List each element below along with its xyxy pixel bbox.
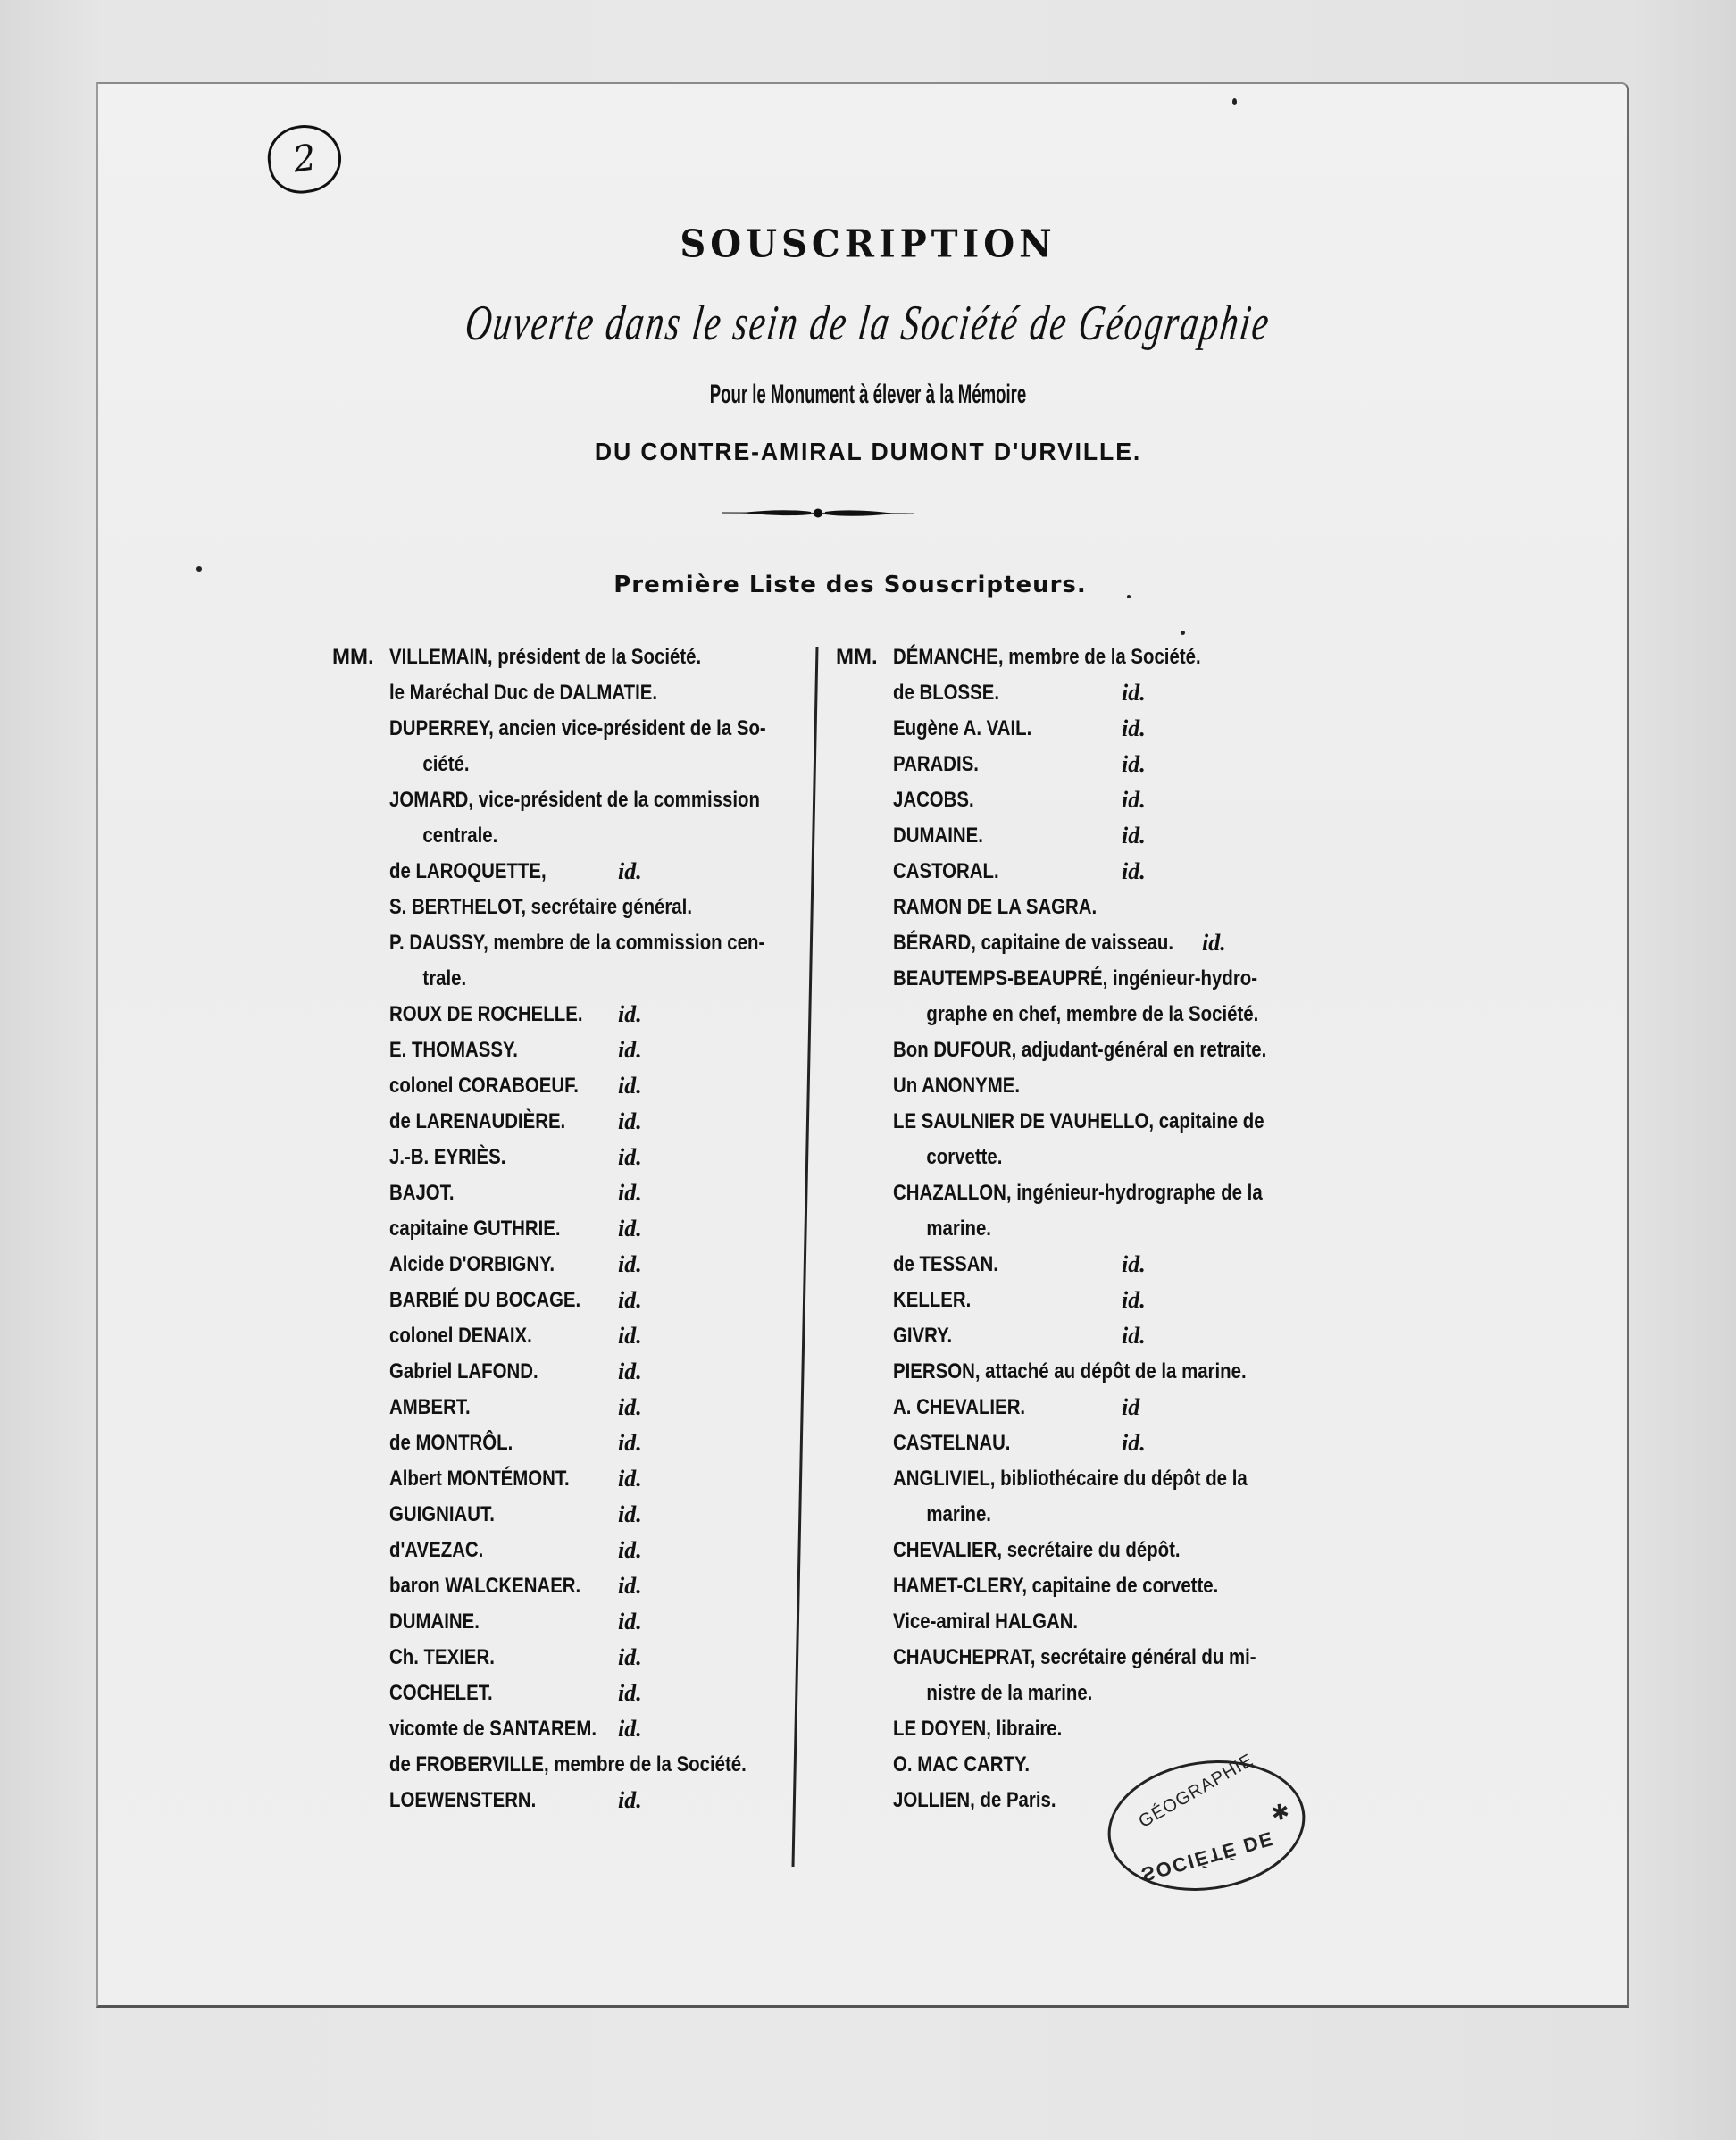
- list-item: [332, 1497, 814, 1533]
- subscriber-name: PIERSON, attaché au dépôt de la marine.: [893, 1359, 1247, 1383]
- speck: [1232, 98, 1237, 105]
- list-item: [836, 1175, 1318, 1211]
- subscriber-name: BARBIÉ DU BOCAGE.: [389, 1288, 581, 1312]
- list-item: [332, 711, 814, 747]
- speck: [196, 566, 202, 572]
- list-item: [332, 1247, 814, 1283]
- subscriber-name: DUMAINE.: [389, 1609, 480, 1634]
- list-item: [836, 1032, 1318, 1068]
- subscriber-name: trale.: [422, 966, 467, 991]
- idem-mark: id.: [618, 1466, 642, 1492]
- list-item: [332, 1104, 814, 1140]
- subscriber-name: KELLER.: [893, 1288, 972, 1312]
- subscriber-name: LE DOYEN, libraire.: [893, 1717, 1063, 1741]
- list-item: [332, 1783, 814, 1818]
- subscriber-name: ROUX DE ROCHELLE.: [389, 1002, 583, 1026]
- subscriber-name: baron WALCKENAER.: [389, 1574, 581, 1598]
- idem-mark: id.: [618, 1287, 642, 1313]
- list-item: [836, 890, 1318, 925]
- subscriber-name: Eugène A. VAIL.: [893, 716, 1032, 740]
- list-item: [836, 1676, 1318, 1711]
- idem-mark: id.: [618, 1216, 642, 1241]
- idem-mark: id.: [618, 1001, 642, 1027]
- list-item: [836, 675, 1318, 711]
- idem-mark: id.: [618, 1144, 642, 1170]
- subscriber-name: AMBERT.: [389, 1395, 471, 1419]
- subscriber-name: marine.: [926, 1502, 991, 1526]
- subscriber-name: HAMET-CLERY, capitaine de corvette.: [893, 1574, 1219, 1598]
- idem-mark: id.: [618, 1644, 642, 1670]
- list-item: [332, 854, 814, 890]
- list-item: [332, 1283, 814, 1318]
- document-title: SOUSCRIPTION: [680, 222, 1056, 267]
- list-item: [836, 1604, 1318, 1640]
- subscriber-name: de LARENAUDIÈRE.: [389, 1109, 566, 1133]
- list-item: [836, 1283, 1318, 1318]
- idem-mark: id.: [618, 1394, 642, 1420]
- subscriber-name: Ch. TEXIER.: [389, 1645, 495, 1669]
- subscriber-name: DUMAINE.: [893, 823, 983, 848]
- subscriber-name: DUPERREY, ancien vice-président de la So-: [389, 716, 766, 740]
- subtitle-caps: DU CONTRE-AMIRAL DUMONT D'URVILLE.: [594, 438, 1142, 465]
- idem-mark: id.: [618, 1073, 642, 1099]
- subscriber-name: de BLOSSE.: [893, 681, 1000, 705]
- list-item: [836, 1247, 1318, 1283]
- list-item: [332, 1390, 814, 1425]
- list-item: [332, 1533, 814, 1568]
- list-item: [332, 1747, 814, 1783]
- subscriber-name: nistre de la marine.: [926, 1681, 1093, 1705]
- list-item: [836, 1211, 1318, 1247]
- idem-mark: id.: [1122, 715, 1146, 741]
- idem-mark: id.: [618, 1037, 642, 1063]
- subscriber-name: colonel DENAIX.: [389, 1324, 532, 1348]
- subscriber-name: CHEVALIER, secrétaire du dépôt.: [893, 1538, 1181, 1562]
- stamp-top-text: GÉOGRAPHIE: [1135, 1750, 1257, 1832]
- list-item: [836, 1461, 1318, 1497]
- subscriber-name: O. MAC CARTY.: [893, 1752, 1030, 1776]
- list-item: [332, 675, 814, 711]
- idem-mark: id.: [618, 1323, 642, 1349]
- subscriber-name: S. BERTHELOT, secrétaire général.: [389, 895, 692, 919]
- idem-mark: id.: [618, 1180, 642, 1206]
- subscriber-name: JACOBS.: [893, 788, 974, 812]
- list-item: [332, 925, 814, 961]
- list-item: [836, 1354, 1318, 1390]
- list-heading-text: Première Liste des Souscripteurs.: [613, 572, 1087, 598]
- subscriber-name: le Maréchal Duc de DALMATIE.: [389, 681, 658, 705]
- list-item: [836, 1068, 1318, 1104]
- list-item: [836, 1533, 1318, 1568]
- subscriber-name: GUIGNIAUT.: [389, 1502, 495, 1526]
- list-item: [332, 1568, 814, 1604]
- subscriber-name: JOMARD, vice-président de la commission: [389, 788, 760, 812]
- idem-mark: id.: [618, 1537, 642, 1563]
- subscriber-name: CASTELNAU.: [893, 1431, 1011, 1455]
- subscriber-name: Alcide D'ORBIGNY.: [389, 1252, 555, 1276]
- subscriber-name: colonel CORABOEUF.: [389, 1074, 579, 1098]
- list-item: [836, 1104, 1318, 1140]
- list-item: [332, 639, 814, 675]
- subscriber-name: de TESSAN.: [893, 1252, 998, 1276]
- idem-mark: id.: [618, 1716, 642, 1742]
- list-item: [332, 1604, 814, 1640]
- idem-mark: id.: [618, 1680, 642, 1706]
- list-item: [332, 1140, 814, 1175]
- subscriber-name: CHAZALLON, ingénieur-hydrographe de la: [893, 1181, 1263, 1205]
- list-item: [332, 782, 814, 818]
- right-subscriber-column: [836, 639, 1318, 1818]
- speck: [1181, 631, 1185, 635]
- subscriber-name: CASTORAL.: [893, 859, 999, 883]
- subscriber-name: corvette.: [926, 1145, 1003, 1169]
- subscriber-name: BEAUTEMPS-BEAUPRÉ, ingénieur-hydro-: [893, 966, 1258, 991]
- subtitle-script: Ouverte dans le sein de la Société de Géographie: [462, 296, 1274, 351]
- subscriber-name: Vice-amiral HALGAN.: [893, 1609, 1079, 1634]
- stamp-bottom-text: SOCIÉTÉ DE: [1139, 1827, 1277, 1886]
- subscriber-name: Gabriel LAFOND.: [389, 1359, 538, 1383]
- idem-mark: id.: [1122, 823, 1146, 848]
- list-item: [836, 782, 1318, 818]
- subscriber-name: ANGLIVIEL, bibliothécaire du dépôt de la: [893, 1467, 1248, 1491]
- list-item: [332, 1711, 814, 1747]
- list-item: [836, 711, 1318, 747]
- idem-mark: id.: [618, 1573, 642, 1599]
- subscriber-name: de LAROQUETTE,: [389, 859, 547, 883]
- subscriber-name: vicomte de SANTAREM.: [389, 1717, 597, 1741]
- idem-mark: id.: [618, 858, 642, 884]
- left-subscriber-column: [332, 639, 814, 1818]
- idem-mark: id.: [1122, 1251, 1146, 1277]
- idem-mark: id.: [618, 1358, 642, 1384]
- idem-mark: id.: [618, 1430, 642, 1456]
- ornament-divider-icon: [722, 506, 914, 520]
- list-item: [836, 1390, 1318, 1425]
- honorific-prefix: MM.: [836, 645, 878, 669]
- list-item: [836, 961, 1318, 997]
- list-item: [332, 997, 814, 1032]
- list-item: [332, 747, 814, 782]
- list-item: [332, 1425, 814, 1461]
- subscriber-name: Albert MONTÉMONT.: [389, 1467, 570, 1491]
- list-item: [332, 961, 814, 997]
- list-item: [332, 1461, 814, 1497]
- list-item: [836, 925, 1318, 961]
- subscriber-name: COCHELET.: [389, 1681, 493, 1705]
- idem-mark: id.: [1122, 1287, 1146, 1313]
- subscriber-name: d'AVEZAC.: [389, 1538, 484, 1562]
- list-item: [836, 1711, 1318, 1747]
- list-item: [332, 1068, 814, 1104]
- list-item: [836, 1140, 1318, 1175]
- idem-mark: id.: [1122, 1323, 1146, 1349]
- list-item: [332, 818, 814, 854]
- subscriber-name: GIVRY.: [893, 1324, 953, 1348]
- honorific-prefix: MM.: [332, 645, 374, 669]
- idem-mark: id.: [1122, 858, 1146, 884]
- subscriber-name: JOLLIEN, de Paris.: [893, 1788, 1056, 1812]
- speck: [1127, 595, 1131, 598]
- subscriber-name: graphe en chef, membre de la Société.: [926, 1002, 1259, 1026]
- subtitle-small: Pour le Monument à élever à la Mémoire: [709, 380, 1027, 409]
- subscriber-name: E. THOMASSY.: [389, 1038, 518, 1062]
- list-item: [332, 1175, 814, 1211]
- page-number: 2: [290, 137, 319, 181]
- list-heading: [0, 572, 1736, 598]
- idem-mark: id: [1122, 1394, 1140, 1420]
- subscriber-name: Un ANONYME.: [893, 1074, 1021, 1098]
- subscriber-name: LE SAULNIER DE VAUHELLO, capitaine de: [893, 1109, 1264, 1133]
- list-item: [332, 1354, 814, 1390]
- idem-mark: id.: [1122, 1430, 1146, 1456]
- subscriber-name: DÉMANCHE, membre de la Société.: [893, 645, 1201, 669]
- list-item: [836, 1425, 1318, 1461]
- list-item: [332, 1676, 814, 1711]
- list-item: [836, 747, 1318, 782]
- list-item: [836, 997, 1318, 1032]
- subscriber-name: capitaine GUTHRIE.: [389, 1216, 561, 1241]
- subscriber-name: LOEWENSTERN.: [389, 1788, 537, 1812]
- idem-mark: id.: [1122, 751, 1146, 777]
- list-item: [332, 1032, 814, 1068]
- subscriber-name: BÉRARD, capitaine de vaisseau.: [893, 931, 1174, 955]
- idem-mark: id.: [618, 1501, 642, 1527]
- list-item: [836, 1497, 1318, 1533]
- subscriber-name: PARADIS.: [893, 752, 979, 776]
- idem-mark: id.: [618, 1609, 642, 1634]
- subscriber-name: CHAUCHEPRAT, secrétaire général du mi-: [893, 1645, 1256, 1669]
- subscriber-name: de FROBERVILLE, membre de la Société.: [389, 1752, 747, 1776]
- idem-mark: id.: [1122, 680, 1146, 706]
- list-item: [332, 1318, 814, 1354]
- list-item: [332, 1211, 814, 1247]
- subscriber-name: BAJOT.: [389, 1181, 455, 1205]
- subscriber-name: ciété.: [422, 752, 470, 776]
- subscriber-name: A. CHEVALIER.: [893, 1395, 1026, 1419]
- idem-mark: id.: [1122, 787, 1146, 813]
- idem-mark: id.: [618, 1251, 642, 1277]
- subscriber-name: centrale.: [422, 823, 498, 848]
- list-item: [836, 1318, 1318, 1354]
- idem-mark: id.: [1202, 930, 1226, 956]
- subscriber-name: P. DAUSSY, membre de la commission cen-: [389, 931, 765, 955]
- subscriber-name: marine.: [926, 1216, 991, 1241]
- list-item: [332, 1640, 814, 1676]
- subscriber-name: Bon DUFOUR, adjudant-général en retraite.: [893, 1038, 1267, 1062]
- list-item: [836, 818, 1318, 854]
- star-icon: ✱: [1270, 1801, 1291, 1827]
- idem-mark: id.: [618, 1787, 642, 1813]
- list-item: [332, 890, 814, 925]
- list-item: [836, 854, 1318, 890]
- subscriber-name: J.-B. EYRIÈS.: [389, 1145, 506, 1169]
- list-item: [836, 639, 1318, 675]
- subscriber-name: RAMON DE LA SAGRA.: [893, 895, 1098, 919]
- subscriber-name: VILLEMAIN, président de la Société.: [389, 645, 702, 669]
- subscriber-name: de MONTRÔL.: [389, 1431, 513, 1455]
- list-item: [836, 1568, 1318, 1604]
- list-item: [836, 1640, 1318, 1676]
- idem-mark: id.: [618, 1108, 642, 1134]
